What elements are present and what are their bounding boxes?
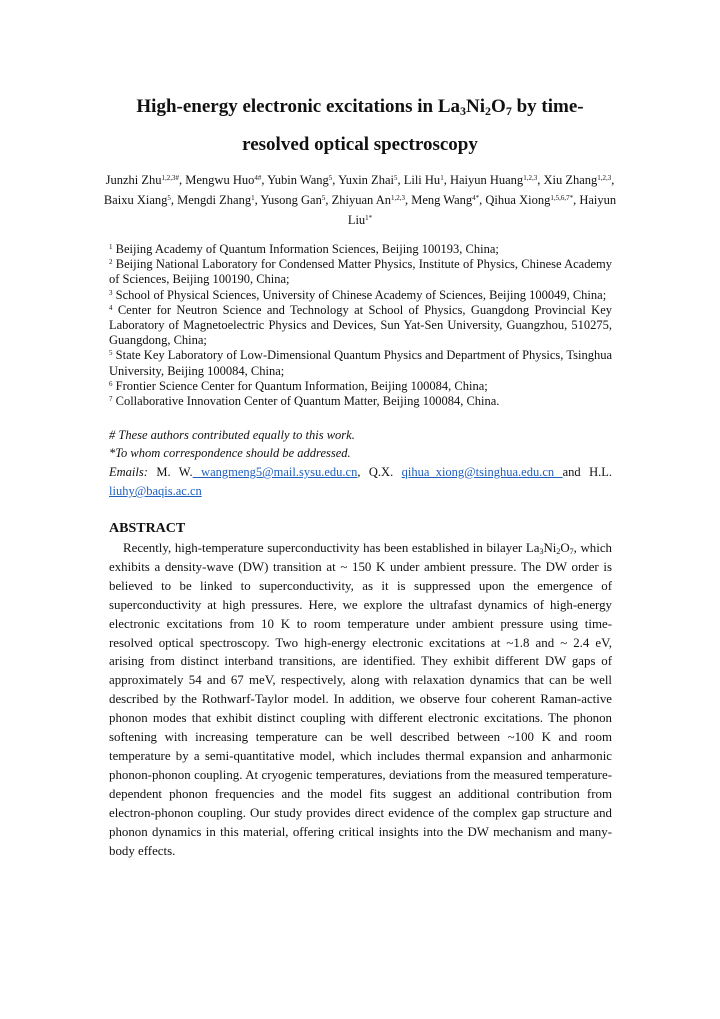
abstract-text: Recently, high-temperature superconductivity has been established in bilayer $La_3Ni_2O_7$, which exhibits a density-wave (DW) transition at ~ 150 K under ambient pressure. The DW order is believed to be linked to superconductivity, as it is suppressed upon the emergence of superconductivity at high pressures. Here, we explore the ultrafast dynamics of high-energy electronic excitations from 10 K to room temperature under ambient pressure using time-resolved optical spectroscopy. Two high-energy electronic excitations at ~1.8 and ~ 2.4 eV, arising from distinct interband transitions, are identified. They exhibit different DW gaps of approximately 54 and 67 meV, respectively, along with relaxation dynamics that can be well described by the Rothwarf-Taylor model. In addition, we observe four coherent Raman-active phonon modes that exhibit distinct coupling with different electronic excitations. The phonon softening with increasing temperature can be well described between ~100 K and room temperature by a semi-quantitative model, which includes thermal expansion and anharmonic phonon-phonon coupling. At cryogenic temperatures, deviations from the measured temperature-dependent phonon frequencies and the model fits suggest an additional contribution from electron-phonon coupling. Our study provides direct evidence of the complex gap structure and phonon dynamics in this material, offering critical insights into the DW mechanism and many-body effects. <box>109 541 612 858</box>
author-name: Mengwu Huo <box>185 173 255 187</box>
email-contacts <box>109 463 612 501</box>
affiliation-text: Beijing National Laboratory for Condensed Matter Physics, Institute of Physics, Chinese Academy of Sciences, Beijing 100190, China; <box>109 257 613 287</box>
email-qx-prefix: , Q.X. <box>357 465 402 479</box>
author-name: Yuxin Zhai <box>338 173 394 187</box>
affiliation-text: School of Physical Sciences, University of Chinese Academy of Sciences, Beijing 100049, China; <box>115 287 607 302</box>
emails-label: Emails: <box>109 465 148 479</box>
author-name: Meng Wang <box>411 193 473 207</box>
author-affiliation-marker: 1 <box>251 194 255 202</box>
author <box>267 173 332 187</box>
affiliation-item <box>109 288 612 303</box>
author-affiliation-marker: 1,5,6,7* <box>550 194 574 202</box>
author-affiliation-marker: 1,2,3 <box>390 194 405 202</box>
affiliation-list <box>109 242 612 409</box>
author-affiliation-marker: 5 <box>321 194 326 202</box>
author <box>104 193 171 207</box>
affiliation-text: Beijing Academy of Quantum Information Sciences, Beijing 100193, China; <box>115 242 499 256</box>
affiliation-item <box>109 348 612 378</box>
author <box>450 173 537 187</box>
affiliation-number: 3 <box>109 288 113 297</box>
affiliation-number: 5 <box>109 349 113 358</box>
author-name: Haiyun Liu <box>347 193 617 227</box>
author-affiliation-marker: 4* <box>472 194 480 202</box>
author-name: Baixu Xiang <box>103 193 168 207</box>
author-affiliation-marker: 1* <box>365 214 373 222</box>
author <box>485 193 573 207</box>
affiliation-number: 4 <box>109 303 113 312</box>
author <box>543 173 611 187</box>
author-affiliation-marker: 1 <box>440 174 444 182</box>
author-name: Mengdi Zhang <box>177 193 252 207</box>
affiliation-item <box>109 379 612 394</box>
email-link-qx[interactable]: qihua_xiong@tsinghua.edu.cn <box>401 465 563 479</box>
email-link-hl[interactable]: liuhy@baqis.ac.cn <box>109 484 202 498</box>
email-hl-prefix: and H.L. <box>562 465 613 479</box>
author <box>411 193 479 207</box>
author-affiliation-marker: 4# <box>254 174 262 182</box>
email-mw-prefix: M. W. <box>147 465 193 479</box>
affiliation-item <box>109 394 612 409</box>
author-name: Yusong Gan <box>260 193 322 207</box>
paper-title-line-1: High-energy electronic excitations in $La_3Ni_2O_7$ by time- <box>136 96 584 118</box>
affiliation-item <box>109 257 612 287</box>
affiliation-item <box>109 242 612 257</box>
affiliation-text: Frontier Science Center for Quantum Information, Beijing 100084, China; <box>115 378 488 393</box>
author-affiliation-marker: 1,2,3 <box>523 174 538 182</box>
author-affiliation-marker: 1,2,3# <box>161 174 180 182</box>
affiliation-number: 2 <box>109 258 113 267</box>
affiliation-text: Collaborative Innovation Center of Quantum Matter, Beijing 100084, China. <box>115 394 500 409</box>
author-name: Lili Hu <box>403 173 441 187</box>
author <box>332 193 405 207</box>
author-affiliation-marker: 5 <box>328 174 333 182</box>
author <box>260 193 325 207</box>
author-name: Zhiyuan An <box>331 193 391 207</box>
affiliation-number: 7 <box>109 395 113 404</box>
abstract-heading: ABSTRACT <box>109 521 186 536</box>
author-name: Haiyun Huang <box>449 173 524 187</box>
affiliation-number: 6 <box>109 379 113 388</box>
affiliation-text: Center for Neutron Science and Technology at School of Physics, Guangdong Provincial Key Laboratory of Magnetoelectric Physics and Devices, Sun Yat-Sen University, Guangzhou, 510275, Guangdong, China; <box>109 302 613 348</box>
author-name: Junzhi Zhu <box>105 173 162 187</box>
author-name: Xiu Zhang <box>543 173 598 187</box>
affiliation-item <box>109 303 612 349</box>
affiliation-text: State Key Laboratory of Low-Dimensional Quantum Physics and Department of Physics, Tsinghua University, Beijing 100084, China; <box>109 348 612 378</box>
author <box>106 173 179 187</box>
author-affiliation-marker: 5 <box>167 194 171 202</box>
correspondence-note: *To whom correspondence should be addressed. <box>109 446 351 460</box>
paper-title-line-2: resolved optical spectroscopy <box>242 134 478 155</box>
author-name: Qihua Xiong <box>485 193 551 207</box>
author-affiliation-marker: 5 <box>393 174 398 182</box>
email-link-mw[interactable]: wangmeng5@mail.sysu.edu.cn <box>192 465 358 479</box>
author-affiliation-marker: 1,2,3 <box>597 174 612 182</box>
author <box>185 173 261 187</box>
author-name: Yubin Wang <box>267 173 329 187</box>
author <box>177 193 254 207</box>
author-list: Junzhi Zhu$^{1,2,3\#}$, Mengwu Huo$^{4\#}$, Yubin Wang$^5$, Yuxin Zhai$^5$, Lili Hu$^1$, Haiyun Huang$^{1,2,3}$, Xiu Zhang$^{1,2,3}$, Baixu Xiang$^5$, Mengdi Zhang$^1$, Yusong Gan$^5$, Zhiyuan An$^{1,2,3}$, Meng Wang$^{4*}$, Qihua Xiong$^{1,5,6,7*}$, Haiyun Liu$^{1*}$ <box>103 173 617 227</box>
equal-contribution-note: # These authors contributed equally to this work. <box>109 428 355 442</box>
author <box>338 173 397 187</box>
author <box>404 173 444 187</box>
affiliation-number: 1 <box>109 243 113 251</box>
